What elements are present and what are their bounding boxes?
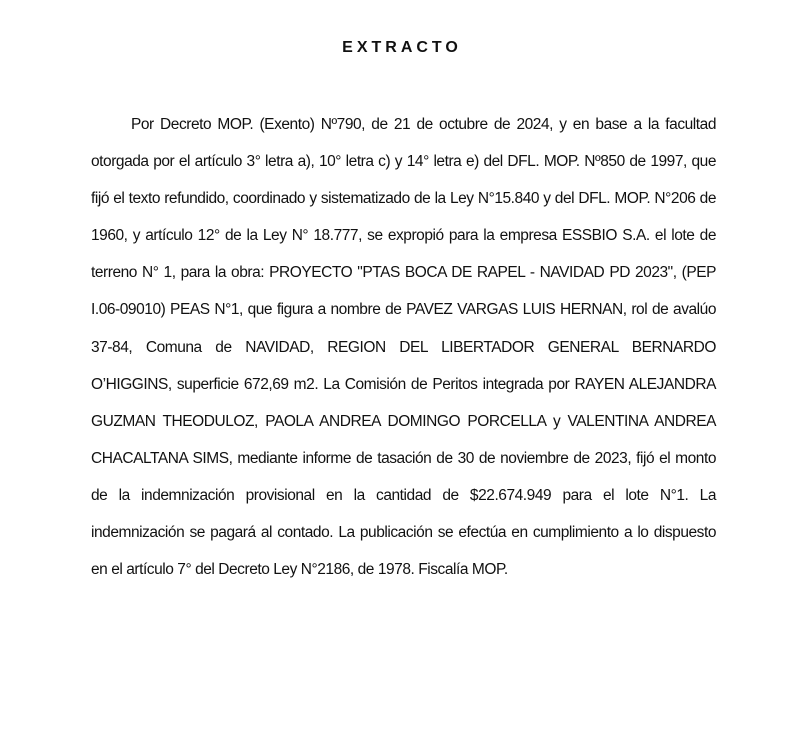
document-title: EXTRACTO xyxy=(342,39,462,56)
document-body-paragraph: Por Decreto MOP. (Exento) Nº790, de 21 de octubre de 2024, y en base a la facultad otorgada por el artículo 3° letra a), 10° letra c) y 14° letra e) del DFL. MOP. Nº850 de 1997, que fijó el texto refundido, coordinado y sistematizado de la Ley N°15.840 y del DFL. MOP. N°206 de 1960, y artículo 12° de la Ley N° 18.777, se expropió para la empresa ESSBIO S.A. el lote de terreno N° 1, para la obra: PROYECTO "PTAS BOCA DE RAPEL - NAVIDAD PD 2023", (PEP I.06-09010) PEAS N°1, que figura a nombre de PAVEZ VARGAS LUIS HERNAN, rol de avalúo 37-84, Comuna de NAVIDAD, REGION DEL LIBERTADOR GENERAL BERNARDO O’HIGGINS, superficie 672,69 m2. La Comisión de Peritos integrada por RAYEN ALEJANDRA GUZMAN THEODULOZ, PAOLA ANDREA DOMINGO PORCELLA y VALENTINA ANDREA CHACALTANA SIMS, mediante informe de tasación de 30 de noviembre de 2023, fijó el monto de la indemnización provisional en la cantidad de $22.674.949 para el lote N°1. La indemnización se pagará al contado. La publicación se efectúa en cumplimiento a lo dispuesto en el artículo 7° del Decreto Ley N°2186, de 1978. Fiscalía MOP. xyxy=(91,116,716,579)
